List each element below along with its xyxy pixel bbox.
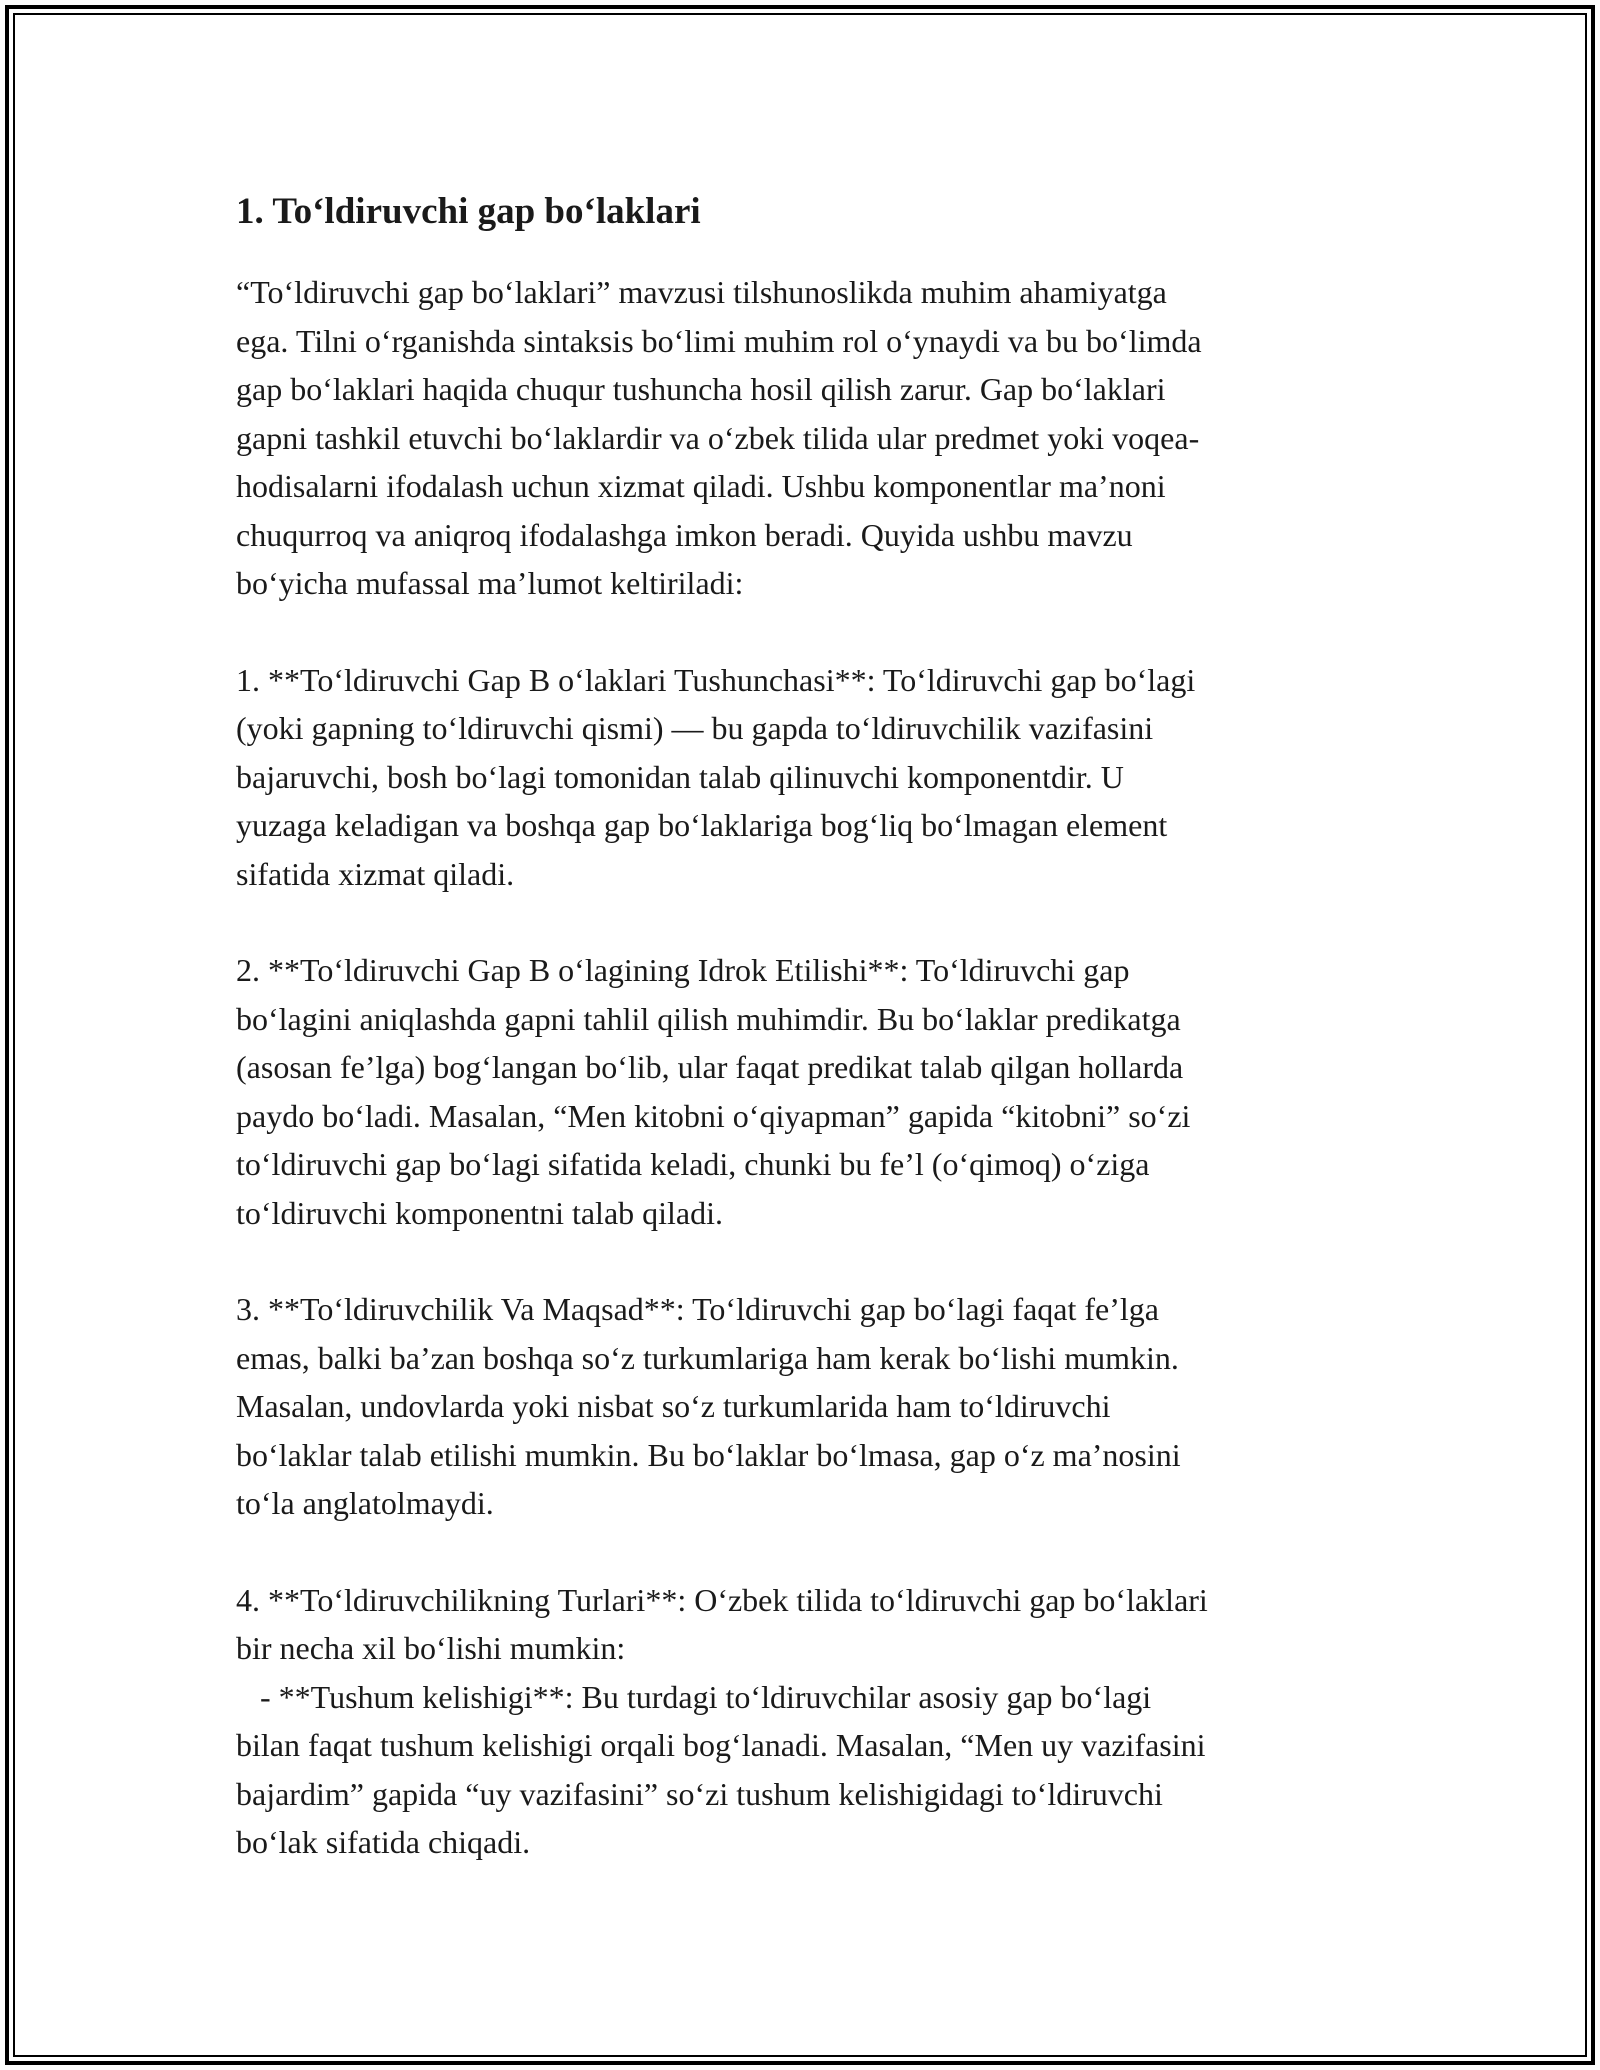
text-line: bo‘lak sifatida chiqadi. — [236, 1824, 531, 1860]
page-title: 1. To‘ldiruvchi gap bo‘laklari — [236, 191, 701, 232]
section-2-paragraph — [236, 946, 1366, 1237]
text-line: Masalan, undovlarda yoki nisbat so‘z turkumlarida ham to‘ldiruvchi — [236, 1388, 1111, 1424]
text-line: to‘la anglatolmaydi. — [236, 1485, 494, 1521]
section-1-paragraph — [236, 656, 1366, 899]
text-line: bilan faqat tushum kelishigi orqali bog‘lanadi. Masalan, “Men uy vazifasini — [236, 1727, 1206, 1763]
text-line: “To‘ldiruvchi gap bo‘laklari” mavzusi tilshunoslikda muhim ahamiyatga — [236, 274, 1167, 310]
text-line: (asosan fe’lga) bog‘langan bo‘lib, ular faqat predikat talab qilgan hollarda — [236, 1049, 1184, 1085]
text-line: 4. **To‘ldiruvchilikning Turlari**: O‘zbek tilida to‘ldiruvchi gap bo‘laklari — [236, 1581, 1208, 1618]
text-line: - **Tushum kelishigi**: Bu turdagi to‘ldiruvchilar asosiy gap bo‘lagi — [236, 1678, 1152, 1715]
text-line: emas, balki ba’zan boshqa so‘z turkumlariga ham kerak bo‘lishi mumkin. — [236, 1339, 1179, 1376]
text-line: (yoki gapning to‘ldiruvchi qismi) — bu gapda to‘ldiruvchilik vazifasini — [236, 710, 1154, 746]
text-line: 3. **To‘ldiruvchilik Va Maqsad**: To‘ldiruvchi gap bo‘lagi faqat fe’lga — [236, 1291, 1159, 1327]
text-line: bir necha xil bo‘lishi mumkin: — [236, 1630, 626, 1666]
text-line: ega. Tilni o‘rganishda sintaksis bo‘limi muhim rol o‘ynaydi va bu bo‘limda — [236, 322, 1202, 359]
text-line: chuqurroq va aniqroq ifodalashga imkon beradi. Quyida ushbu mavzu — [236, 516, 1133, 553]
text-line: bajardim” gapida “uy vazifasini” so‘zi tushum kelishigidagi to‘ldiruvchi — [236, 1775, 1163, 1812]
text-line: bo‘lagini aniqlashda gapni tahlil qilish muhimdir. Bu bo‘laklar predikatga — [236, 1000, 1181, 1037]
text-line: bo‘laklar talab etilishi mumkin. Bu bo‘laklar bo‘lmasa, gap o‘z ma’nosini — [236, 1436, 1181, 1473]
text-line: to‘ldiruvchi komponentni talab qiladi. — [236, 1194, 724, 1231]
text-line: gapni tashkil etuvchi bo‘laklardir va o‘zbek tilida ular predmet yoki voqea- — [236, 419, 1200, 456]
text-line: bajaruvchi, bosh bo‘lagi tomonidan talab qilinuvchi komponentdir. U — [236, 758, 1124, 795]
text-line: 2. **To‘ldiruvchi Gap B o‘lagining Idrok Etilishi**: To‘ldiruvchi gap — [236, 952, 1130, 988]
text-line: yuzaga keladigan va boshqa gap bo‘laklariga bog‘liq bo‘lmagan element — [236, 807, 1168, 843]
intro-paragraph — [236, 268, 1366, 608]
text-line: 1. **To‘ldiruvchi Gap B o‘laklari Tushunchasi**: To‘ldiruvchi gap bo‘lagi — [236, 661, 1196, 698]
text-line: sifatida xizmat qiladi. — [236, 855, 515, 892]
text-line: bo‘yicha mufassal ma’lumot keltiriladi: — [236, 565, 744, 601]
section-3-paragraph — [236, 1285, 1366, 1528]
text-line: to‘ldiruvchi gap bo‘lagi sifatida keladi, chunki bu fe’l (o‘qimoq) o‘ziga — [236, 1146, 1150, 1182]
text-line: gap bo‘laklari haqida chuqur tushuncha hosil qilish zarur. Gap bo‘laklari — [236, 371, 1166, 407]
text-line: paydo bo‘ladi. Masalan, “Men kitobni o‘qiyapman” gapida “kitobni” so‘zi — [236, 1097, 1191, 1134]
text-line: hodisalarni ifodalash uchun xizmat qiladi. Ushbu komponentlar ma’noni — [236, 468, 1166, 504]
document-body — [236, 186, 1366, 1915]
section-4-paragraph — [236, 1576, 1366, 1867]
